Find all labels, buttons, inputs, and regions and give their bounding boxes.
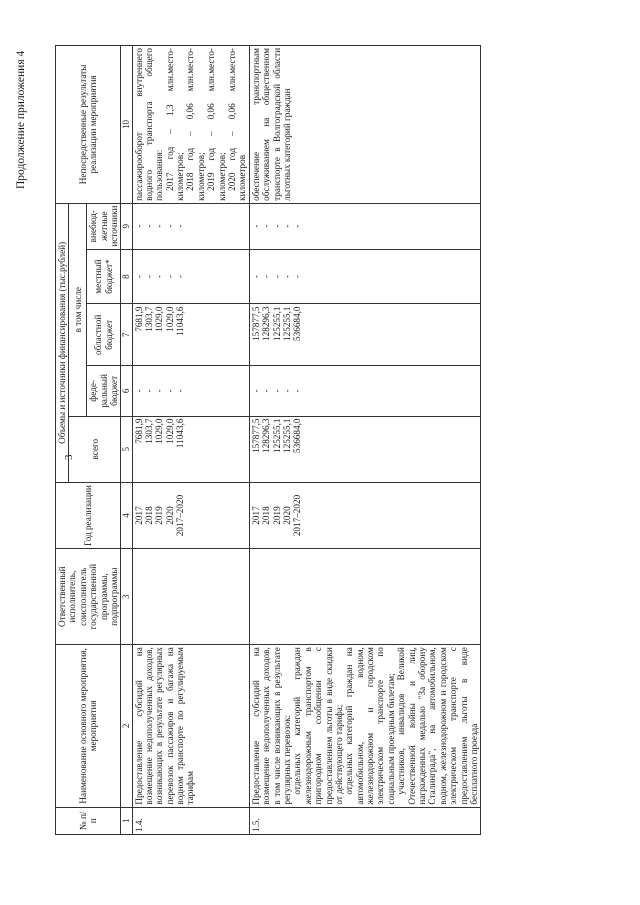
col-number: 4 [121,482,132,548]
total-value: 1029,0 [164,418,175,444]
extrabudget-value: - [261,224,272,228]
federal-value: - [154,389,165,393]
extrabudget-value: - [154,224,165,228]
executor-cell [249,549,481,645]
result-text: обеспечение транспортным обслуживанием на общественном транспорте в Волгоградской области льготных категорий граждан [250,48,292,201]
header-extrabudget: внебюд-жетные источники [87,203,121,249]
year-value: 2017 [133,506,144,525]
activity-name [249,645,481,807]
year-value: 2018 [261,506,272,525]
local-value: - [261,275,272,279]
federal-value: - [292,389,303,393]
local-value: - [133,275,144,279]
extrabudget-cell [132,203,249,249]
total-value: 157877,5 [250,418,261,453]
header-including: в том числе [69,203,87,416]
local-value: - [250,275,261,279]
year-value: 2019 [154,506,165,525]
activity-text: отдельных категорий граждан на автомобильном, водном, железнодорожном и городском электрическом транспорте по социальным проездным билетам; [344,647,396,805]
year-value: 2017–2020 [175,494,186,537]
year-value: 2017 [250,506,261,525]
col-number: 2 [121,645,132,807]
local-cell [132,249,249,304]
executor-cell [132,549,249,645]
extrabudget-value: - [250,224,261,228]
header-num: № п/п [56,807,121,834]
regional-value: 128296,3 [261,306,272,341]
extrabudget-value: - [281,224,292,228]
program-activities-table [55,45,481,835]
table-row [132,46,249,835]
col-number: 6 [121,366,132,416]
result-text: 2018 год – 0,06 млн.место-километров; [185,48,206,201]
header-results: Непосредственные результаты реализации мероприятия [56,46,121,204]
total-cell [249,416,481,482]
local-value: - [271,275,282,279]
col-number: 7 [121,304,132,366]
year-value: 2018 [143,506,154,525]
header-regional: областной бюджет [87,304,121,366]
years-cell [249,482,481,548]
year-value: 2017–2020 [292,494,303,537]
extrabudget-value: - [133,224,144,228]
federal-value: - [250,389,261,393]
regional-cell [249,304,481,366]
header-local: местный бюджет* [87,249,121,304]
result-text: 2017 год – 1,3 млн.место-километров; [164,48,186,201]
local-value: - [281,275,292,279]
federal-value: - [133,389,144,393]
federal-value: - [271,389,282,393]
year-value: 2020 [164,506,175,525]
col-number: 9 [121,203,132,249]
federal-cell [132,366,249,416]
federal-value: - [164,389,175,393]
regional-value: 7681,9 [133,306,144,332]
column-number-row [121,46,132,835]
extrabudget-value: - [143,224,154,228]
extrabudget-value: - [271,224,282,228]
federal-value: - [175,389,186,393]
local-value: - [164,275,175,279]
federal-cell [249,366,481,416]
total-value: 536684,0 [292,418,303,453]
total-value: 1029,0 [154,418,165,444]
table-row [249,46,481,835]
col-number: 10 [121,46,132,204]
federal-value: - [143,389,154,393]
result-text: 2019 год – 0,06 млн.место-километров; [206,48,227,201]
extrabudget-value: - [164,224,175,228]
col-number: 3 [121,549,132,645]
total-value: 125255,1 [271,418,282,453]
row-number: 1.5. [249,807,481,834]
local-cell [249,249,481,304]
local-value: - [292,275,303,279]
federal-value: - [281,389,292,393]
results-cell [249,46,481,204]
local-value: - [154,275,165,279]
regional-value: 1029,0 [164,306,175,332]
header-activity: Наименование основного мероприятия, мероприятия [56,645,121,807]
activity-text: Предоставление субсидий на возмещение недополученных доходов, в том числе возникающих в результате регулярных перевозок: [250,647,292,805]
local-value: - [143,275,154,279]
total-value: 128296,3 [261,418,272,453]
row-number: 1.4. [132,807,249,834]
header-total: всего [69,416,121,482]
result-text: пассажирооборот внутреннего водного транспорта общего пользования: [133,48,165,201]
results-cell [132,46,249,204]
year-value: 2019 [271,506,282,525]
local-value: - [175,275,186,279]
extrabudget-cell [249,203,481,249]
regional-value: 1303,7 [143,306,154,332]
continuation-note: Продолжение приложения 4 [15,50,27,189]
regional-cell [132,304,249,366]
total-value: 7681,9 [133,418,144,444]
total-value: 11043,6 [175,418,186,449]
header-financing: Объемы и источники финансирования (тыс.рублей) [56,203,69,482]
col-number: 1 [121,807,132,834]
total-value: 125255,1 [281,418,292,453]
years-cell [132,482,249,548]
year-value: 2020 [281,506,292,525]
page-number: 3 [63,454,75,460]
result-text: 2020 год – 0,06 млн.место-километров [227,48,248,201]
federal-value: - [261,389,272,393]
header-year: Год реализации [56,482,121,548]
extrabudget-value: - [175,224,186,228]
regional-value: 157877,5 [250,306,261,341]
extrabudget-value: - [292,224,303,228]
regional-value: 1029,0 [154,306,165,332]
header-row-1 [56,46,69,835]
col-number: 5 [121,416,132,482]
total-value: 1303,7 [143,418,154,444]
regional-value: 536684,0 [292,306,303,341]
col-number: 8 [121,249,132,304]
activity-name: Предоставление субсидий на возмещение недополученных доходов, возникающих в результате регулярных перевозок пассажиров и багажа на водном транспорте по регулируемым тарифам [132,645,249,807]
regional-value: 125255,1 [271,306,282,341]
total-cell [132,416,249,482]
regional-value: 125255,1 [281,306,292,341]
regional-value: 11043,6 [175,306,186,337]
activity-text: отдельных категорий граждан железнодорожным транспортом в пригородном сообщении с предоставлением льготы в виде скидки от действующего тарифа; [292,647,344,805]
header-executor: Ответственный исполнитель, соисполнитель государственной программы, подпрограммы [56,549,121,645]
activity-text: участников, инвалидов Великой Отечественной войны и лиц, награжденных медалью "За оборону Сталинграда", на автомобильном, водном, железнодорожном и городском электрическом транспорте с предоставлением льготы в виде бесплатного проезда [396,647,479,805]
header-federal: феде-ральный бюджет [87,366,121,416]
